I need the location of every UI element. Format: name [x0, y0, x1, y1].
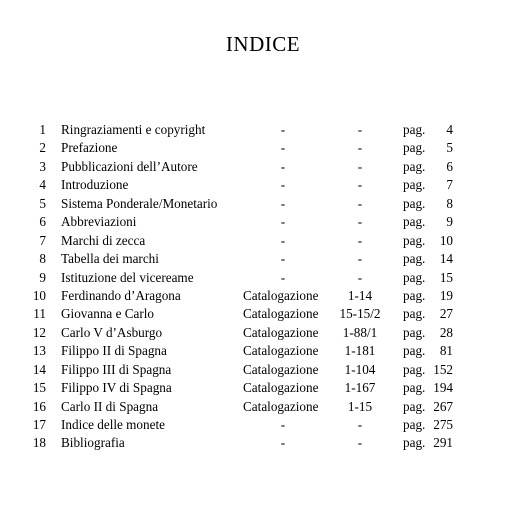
page-number: 4 — [446, 122, 453, 137]
entry-number: 8 — [39, 251, 46, 267]
page-label: pag. — [403, 158, 426, 174]
page-number: 8 — [446, 195, 453, 211]
entry-number: 16 — [32, 398, 46, 414]
entry-title: Filippo II di Spagna — [61, 343, 167, 359]
entry-title: Ringraziamenti e copyright — [61, 122, 206, 137]
table-of-contents — [0, 121, 526, 453]
page-label: pag. — [403, 214, 426, 230]
page-label: pag. — [403, 306, 426, 322]
entry-number: 5 — [39, 195, 46, 211]
page-label: pag. — [403, 417, 426, 432]
entry-title: Tabella dei marchi — [61, 251, 159, 267]
entry-number: 18 — [32, 435, 46, 451]
page-label: pag. — [403, 251, 426, 267]
page-number: 194 — [433, 380, 453, 396]
toc-row: 4 Introduzione - - pag. 7 — [0, 176, 526, 194]
page-label: pag. — [403, 269, 426, 285]
page-number: 81 — [439, 343, 453, 359]
entry-number: 17 — [32, 417, 46, 432]
toc-row: 16 Carlo II di Spagna Catalogazione 1-15 pag. 267 — [0, 398, 526, 416]
toc-row: 15 Filippo IV di Spagna Catalogazione 1-167 pag. 194 — [0, 379, 526, 397]
page-number: 275 — [433, 417, 453, 432]
entry-title: Pubblicazioni dell’Autore — [61, 158, 198, 174]
entry-category: Catalogazione — [243, 361, 319, 377]
toc-row: 9 Istituzione del vicereame - - pag. 15 — [0, 269, 526, 287]
entry-title: Filippo IV di Spagna — [61, 380, 172, 396]
toc-row: 3 Pubblicazioni dell’Autore - - pag. 6 — [0, 158, 526, 176]
entry-category: Catalogazione — [243, 287, 319, 303]
entry-number: 15 — [32, 380, 46, 396]
entry-number: 7 — [39, 232, 46, 248]
page-label: pag. — [403, 380, 426, 396]
entry-category: Catalogazione — [243, 398, 319, 414]
toc-row: 17 Indice delle monete - - pag. 275 — [0, 416, 526, 434]
entry-number: 4 — [39, 177, 46, 193]
page-number: 15 — [439, 269, 453, 285]
page-label: pag. — [403, 435, 426, 451]
toc-row: 8 Tabella dei marchi - - pag. 14 — [0, 250, 526, 268]
toc-row: 5 Sistema Ponderale/Monetario - - pag. 8 — [0, 195, 526, 213]
page-label: pag. — [403, 287, 426, 303]
entry-title: Indice delle monete — [61, 417, 165, 432]
toc-row: 13 Filippo II di Spagna Catalogazione 1-181 pag. 81 — [0, 342, 526, 360]
entry-category: Catalogazione — [243, 324, 319, 340]
toc-row: 1 Ringraziamenti e copyright - - pag. 4 — [0, 121, 526, 139]
entry-number: 6 — [39, 214, 46, 230]
page-number: 14 — [439, 251, 453, 267]
entry-number: 14 — [32, 361, 46, 377]
entry-category: Catalogazione — [243, 380, 319, 396]
entry-number: 1 — [39, 122, 46, 137]
entry-number: 13 — [32, 343, 46, 359]
page-label: pag. — [403, 122, 426, 137]
entry-title: Istituzione del vicereame — [61, 269, 194, 285]
entry-title: Carlo II di Spagna — [61, 398, 159, 414]
page-number: 267 — [433, 398, 453, 414]
page-label: pag. — [403, 361, 426, 377]
entry-title: Marchi di zecca — [61, 232, 146, 248]
entry-number: 9 — [39, 269, 46, 285]
page-number: 152 — [433, 361, 453, 377]
entry-title: Introduzione — [61, 177, 129, 193]
page-number: 7 — [446, 177, 453, 193]
entry-number: 10 — [32, 287, 46, 303]
page-number: 9 — [446, 214, 453, 230]
page-number: 27 — [439, 306, 453, 322]
entry-title: Filippo III di Spagna — [61, 361, 172, 377]
entry-number: 11 — [33, 306, 46, 322]
page-label: pag. — [403, 398, 426, 414]
page-number: 5 — [446, 140, 453, 156]
entry-title: Prefazione — [61, 140, 118, 156]
entry-title: Giovanna e Carlo — [61, 306, 155, 322]
entry-number: 3 — [39, 158, 46, 174]
page-number: 28 — [439, 324, 453, 340]
toc-row: 12 Carlo V d’Asburgo Catalogazione 1-88/1 pag. 28 — [0, 324, 526, 342]
toc-row: 11 Giovanna e Carlo Catalogazione 15-15/2 pag. 27 — [0, 305, 526, 323]
entry-category: Catalogazione — [243, 343, 319, 359]
page-label: pag. — [403, 195, 426, 211]
toc-row: 18 Bibliografia - - pag. 291 — [0, 434, 526, 452]
entry-title: Carlo V d’Asburgo — [61, 324, 163, 340]
entry-number: 2 — [39, 140, 46, 156]
toc-row: 2 Prefazione - - pag. 5 — [0, 139, 526, 157]
entry-title: Ferdinando d’Aragona — [61, 287, 181, 303]
entry-number: 12 — [32, 324, 46, 340]
page-number: 19 — [439, 287, 453, 303]
toc-row: 7 Marchi di zecca - - pag. 10 — [0, 232, 526, 250]
page-number: 291 — [433, 435, 453, 451]
page-number: 6 — [446, 158, 453, 174]
page-label: pag. — [403, 343, 426, 359]
page-label: pag. — [403, 232, 426, 248]
entry-title: Abbreviazioni — [61, 214, 137, 230]
page-label: pag. — [403, 140, 426, 156]
toc-row: 6 Abbreviazioni - - pag. 9 — [0, 213, 526, 231]
toc-row: 10 Ferdinando d’Aragona Catalogazione 1-14 pag. 19 — [0, 287, 526, 305]
entry-category: Catalogazione — [243, 306, 319, 322]
page-label: pag. — [403, 324, 426, 340]
page-number: 10 — [439, 232, 453, 248]
toc-row: 14 Filippo III di Spagna Catalogazione 1-104 pag. 152 — [0, 361, 526, 379]
page-title: INDICE — [225, 32, 301, 56]
entry-title: Sistema Ponderale/Monetario — [61, 195, 218, 211]
page-label: pag. — [403, 177, 426, 193]
entry-title: Bibliografia — [61, 435, 125, 451]
